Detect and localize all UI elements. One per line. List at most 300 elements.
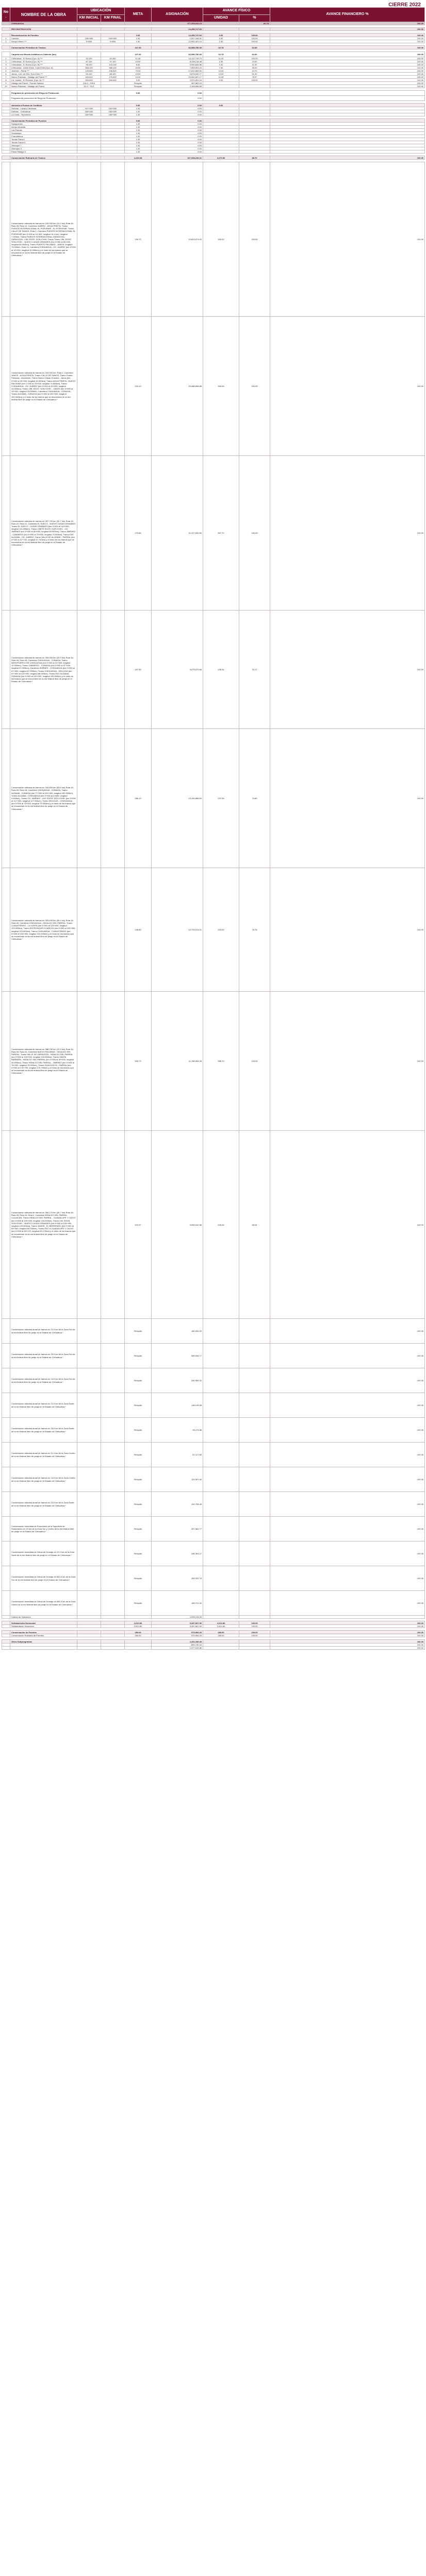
prog-meta: 0.00: [125, 91, 152, 96]
rec-group-meta: 2.00: [125, 33, 152, 37]
cell-km-inicial: [77, 1368, 101, 1393]
cell-km-inicial: [77, 611, 101, 729]
cell-nombre: Chihuahua - Limite Edos. Coah/Chih (Cpo. A): [10, 66, 77, 70]
rut-group-pct: 88.70: [239, 156, 270, 160]
rec-group-asignacion: 14,459,747.60: [152, 33, 203, 37]
col-no: No.: [2, 8, 10, 22]
puentes-group-meta: 9.00: [125, 119, 152, 123]
cell-nombre: Conservación rutinaria de tramos en 344.600 km (53.6 km) Ruta 16; Ruta 45; Ruta 16, Carretera CHIHUAHUA - OJINAGA, Tramo ALDAMA - OJINAGA (km 77+000 al 229+000, longitud 152.000km), Tramo ALDAMA - CHIHUAHUA (km 0+000 al 0+600, longitud 0.600km), Tramo CD. JIMÉNEZ - LIM. EDOS. DGO./CHIH. (km 0+000 al 117+000, longitud 117.000km), Tramo DELICIAS - CHIHUAHUA (km 0+000 al 75+000, longitud 75.000km) y el resto de los tramos que se encuentran en la red federal libre de peaje en el Estado de Chihuahua.*: [10, 729, 77, 868]
cell-meta: 1.00: [125, 123, 152, 126]
cell-nombre: Nuevo Palomas - Hidalgo del Parral: [10, 85, 77, 88]
cell-meta: 1.00: [125, 141, 152, 144]
cell-unidad: 229.00: [203, 868, 239, 992]
table-row: [2, 1541, 425, 1566]
cell-nombre: Conservación Rutinaria de Puentes: [10, 1634, 77, 1637]
table-row: [2, 317, 425, 456]
cell-meta: 11.40: [125, 57, 152, 60]
cell-unidad: [203, 1492, 239, 1517]
cell-nombre: Obenque II: [10, 147, 77, 150]
cons-group-pct: 64.40: [239, 46, 270, 49]
cell-financiero: 100.00: [270, 1640, 425, 1643]
cell-pct: 100.00: [239, 1634, 270, 1637]
chihuahua-pct: 89.78: [239, 22, 270, 25]
cons-sub-meta: 107.40: [125, 52, 152, 57]
col-unidad: UNIDAD: [203, 15, 239, 22]
cell-asignacion: 1,577,615.86: [152, 1647, 203, 1650]
rec-group-fin: 100.00: [270, 33, 425, 37]
cell-unidad: [203, 1344, 239, 1368]
cell-km-inicial: [77, 1344, 101, 1368]
cell-km-final: [101, 729, 125, 868]
cell-unidad: [203, 1467, 239, 1492]
cell-financiero: 100.00: [270, 1467, 425, 1492]
cell-financiero: 100.00: [270, 1492, 425, 1517]
cell-pct: 100.00: [239, 317, 270, 456]
cell-unidad: [203, 1640, 239, 1643]
cell-financiero: 100.00: [270, 1647, 425, 1650]
cell-km-inicial: [77, 1418, 101, 1443]
cell-km-inicial: 98.100: [77, 63, 101, 66]
cell-nombre: Delicias - Chihuahua: [10, 110, 77, 113]
cell-financiero: 100.00: [270, 57, 425, 60]
table-row: [2, 162, 425, 317]
cell-meta: 10.00: [125, 60, 152, 63]
cell-unidad: 2.30: [203, 60, 239, 63]
cell-meta: 1.00: [125, 40, 152, 43]
cell-pct: 100.00: [239, 1631, 270, 1634]
cell-asignacion: 0.00: [152, 135, 203, 138]
cell-unidad: 2,610.80: [203, 1625, 239, 1628]
cell-no: 6: [2, 73, 10, 76]
cell-km-inicial: 107+000: [77, 107, 101, 110]
cell-pct: [239, 1418, 270, 1443]
cell-unidad: 1.00: [203, 63, 239, 66]
cell-asignacion: 9,900,310.98: [152, 1131, 203, 1319]
cons-group-label: Conservación Periódica de Tramos: [10, 46, 77, 49]
cell-no: [2, 456, 10, 611]
cell-asignacion: 13,703,513.01: [152, 868, 203, 992]
aten-group-meta: 0.00: [125, 104, 152, 107]
cell-asignacion: 160,000.09: [152, 1319, 203, 1344]
cell-km-final: [101, 1443, 125, 1467]
col-ubicacion: UBICACIÓN: [77, 8, 125, 15]
cell-nombre: Arroyo Hierro ***: [10, 40, 77, 43]
cell-km-final: [101, 611, 125, 729]
cell-km-inicial: [77, 868, 101, 992]
cell-km-final: 165+000: [101, 113, 125, 116]
cell-nombre: Conservación rutinaria anual de tramos en 15.0 km de la Zona Sur de la red federal libre de peaje en el Estado de Chihuahua.*: [10, 1344, 77, 1368]
reconstruccion-label: RECONSTRUCCIÓN: [10, 28, 77, 31]
puentes-group-asignacion: 0.00: [152, 119, 203, 123]
cell-km-final: [101, 317, 125, 456]
table-row: [2, 1640, 425, 1643]
cell-km-final: [101, 1131, 125, 1319]
cell-financiero: 100.00: [270, 85, 425, 88]
cell-meta: 286.10: [125, 729, 152, 868]
cell-no: [2, 1368, 10, 1393]
cell-meta: 1.00: [125, 37, 152, 40]
cell-km-final: [101, 1344, 125, 1368]
cell-meta: 309.73: [125, 992, 152, 1131]
cell-asignacion: 17,812,869.50: [152, 70, 203, 73]
rut-group-label: Conservación Rutinaria de Tramos: [10, 156, 77, 160]
cell-meta: 1.00: [125, 150, 152, 154]
cell-meta: 1.00: [125, 132, 152, 135]
cell-financiero: 100.00: [270, 1344, 425, 1368]
cell-nombre: Otros Subprogramas: [10, 1640, 77, 1643]
cell-pct: 100.00: [239, 1621, 270, 1625]
cell-meta: 2,610.80: [125, 1625, 152, 1628]
cell-meta: Finiquito: [125, 85, 152, 88]
cell-nombre: Tomas Garza I: [10, 138, 77, 141]
cons-sub-asignacion: 82,989,780.39: [152, 52, 203, 57]
cell-asignacion: 20,062,897.17: [152, 76, 203, 79]
cell-meta: 280.00: [125, 1634, 152, 1637]
cell-nombre: Conservación Inmediata de Obras de Drenaje en 20.0 km de la Zona Norte de la red federal libre de peaje en el Estado de Chihuahua.*: [10, 1541, 77, 1566]
cell-no: [2, 317, 10, 456]
cell-pct: 100.00: [239, 79, 270, 82]
cell-unidad: 300.00: [203, 317, 239, 456]
cell-no: 1: [2, 57, 10, 60]
cell-asignacion: 87,417.65: [152, 1443, 203, 1467]
cell-pct: [239, 1443, 270, 1467]
prog-asignacion: 0.00: [152, 91, 203, 96]
chihuahua-asignacion: 377,055,044.15: [152, 22, 203, 25]
cell-no: [2, 162, 10, 317]
cell-asignacion: 11,198,984.26: [152, 992, 203, 1131]
cell-km-inicial: [77, 1467, 101, 1492]
cell-meta: Finiquito: [125, 1492, 152, 1517]
aten-group-label: Atención a Puntos de Conflicto: [10, 104, 77, 107]
cell-no: [2, 1541, 10, 1566]
table-row: [2, 1621, 425, 1625]
cell-km-inicial: [77, 1640, 101, 1643]
cell-meta: 1.00: [125, 147, 152, 150]
bottom-rows: [2, 1621, 425, 1650]
cons-group-asignacion: 82,989,780.39: [152, 46, 203, 49]
cell-no: [2, 1344, 10, 1368]
rutinaria-rows: [2, 162, 425, 1616]
cell-financiero: 100.00: [270, 66, 425, 70]
cons-sub-pct: 64.40: [239, 52, 270, 57]
cell-asignacion: 987,883.23: [152, 82, 203, 85]
cell-km-final: [101, 1492, 125, 1517]
cell-asignacion: 9,287,667.90: [152, 1625, 203, 1628]
cell-nombre: Señalamiento Horizontal: [10, 1625, 77, 1628]
cell-meta: 73.00: [125, 70, 152, 73]
cell-nombre: Arroyo Alcaldía: [10, 126, 77, 129]
cell-km-final: [101, 1517, 125, 1541]
table-row: [2, 729, 425, 868]
cell-meta: Finiquito: [125, 1393, 152, 1418]
cell-financiero: 100.00: [270, 162, 425, 317]
cell-nombre: Conservación rutinaria de tramos en 310.000 km; Ruta 2, Carretera JANOS - AGUA PRIETA, Tramo CALLE DE SANOS, Tramo Puerto Palomas - Ascensión, Tramo Nuevo Casas Grandes - Janos (km 0+000 al 40+000, longitud 40.000km), Tramo AGUA PRIETA - NUEVO PALOMAS (km 1+200 al 76+000, longitud 74.800km), Tramo CHIHUAHUA - CD. JUÁREZ (km 0+000 al 43+000, longitud 43.000km), Tramo LÍM. EDOS. SON./CHIH. - JANOS (km 0+000 al 15+000, longitud 15.000km), Carretera CHIHUAHUA - OJINAGA, Tramo ALDAMA - OJINAGA (km 0+000 al 151+000, longitud 151.000km) y el resto de los tramos que se encuentran en la red federal libre de peaje en el Estado de Chihuahua.*: [10, 317, 77, 456]
cell-nombre: Conservación rutinaria anual de tramos en 12.0 km de la Zona Norte de la red federal libre de peaje en el Estado de Chihuahua.*: [10, 1393, 77, 1418]
cell-km-final: [101, 1541, 125, 1566]
cell-km-inicial: [77, 1566, 101, 1591]
cell-km-final: 198.500: [101, 70, 125, 73]
cell-asignacion: 2,431,346.28: [152, 1640, 203, 1643]
cell-asignacion: 11,227,630.50: [152, 456, 203, 611]
cell-km-inicial: [77, 1393, 101, 1418]
cell-asignacion: 9,287,667.90: [152, 1621, 203, 1625]
prog-label: Programa de prevención de Riego de Protección: [10, 91, 77, 96]
cell-nombre: Nuevo Palomas - Hidalgo del Parral ***: [10, 76, 77, 79]
cell-meta: 1.00: [125, 107, 152, 110]
cell-asignacion: 3,990,849.88: [152, 63, 203, 66]
cell-pct: 13.70: [239, 70, 270, 73]
cell-meta: Finiquito: [125, 1344, 152, 1368]
cell-nombre: Conservación rutinaria anual de tramos en 14.0 km de la Zona Centro de la red federal libre de peaje en el Estado de Chihuahua.*: [10, 1467, 77, 1492]
cell-financiero: 100.00: [270, 1131, 425, 1319]
cell-no: [2, 1467, 10, 1492]
cell-asignacion: 973,906.26: [152, 1631, 203, 1634]
cell-unidad: [203, 1368, 239, 1393]
cell-meta: 2,610.80: [125, 1621, 152, 1625]
cell-meta: Finiquito: [125, 1517, 152, 1541]
cell-nombre: Conservación rutinaria de tramos en 329.400 km (55.4 km) Ruta 16; Ruta 45, Carretera CHIHUAHUA - HIDALGO DEL PARRAL, Tramo CUAUHTÉMOC - LA JUNTA (km 0+000 al 123+000, longitud 123.000km), Tramo ENTRONQUE A CARICHI (km 0+000 al 103+000, longitud 103.000km), Tramo CHIHUAHUA - CUAUHTÉMOC (km 0+000 al 103+400, longitud 103.400km) y el resto de los tramos que se encuentran en la red federal libre de peaje en el Estado de Chihuahua.*: [10, 868, 77, 992]
cell-unidad: 1.00: [203, 40, 239, 43]
cell-no: 9: [2, 82, 10, 85]
cell-no: 5: [2, 70, 10, 73]
cell-asignacion: 5,878,830.77: [152, 73, 203, 76]
cell-no: [2, 1443, 10, 1467]
row-programa-riego: [2, 91, 425, 96]
cell-asignacion: 0.00: [152, 129, 203, 132]
cell-asignacion: 0.00: [152, 132, 203, 135]
cell-meta: [125, 1647, 152, 1650]
cell-asignacion: 8,438,218.48: [152, 60, 203, 63]
cell-asignacion: 397,682.77: [152, 1517, 203, 1541]
cell-asignacion: 0.00: [152, 147, 203, 150]
cell-km-final: [101, 1393, 125, 1418]
cell-no: [2, 1393, 10, 1418]
cell-unidad: [203, 1393, 239, 1418]
cell-pct: [239, 1492, 270, 1517]
cell-km-final: [101, 456, 125, 611]
chihuahua-fin: 100.00: [270, 22, 425, 25]
cell-unidad: [203, 1443, 239, 1467]
cell-km-inicial: 125.500: [77, 70, 101, 73]
rut-group-asignacion: 107,058,236.01: [152, 156, 203, 160]
cell-km-final: [101, 868, 125, 992]
cell-pct: [239, 1541, 270, 1566]
cell-unidad: 307.70: [203, 456, 239, 611]
cell-pct: 23.00: [239, 60, 270, 63]
cell-financiero: 100.00: [270, 1418, 425, 1443]
cell-nombre: Conservación rutinaria anual de tramos en 11.0 km de la Zona Centro de la red federal libre de peaje en el Estado de Chihuahua.*: [10, 1443, 77, 1467]
cell-km-inicial: [77, 729, 101, 868]
cell-pct: [239, 1368, 270, 1393]
cell-no: 8: [2, 79, 10, 82]
cell-pct: [239, 1319, 270, 1344]
cell-unidad: 11.40: [203, 57, 239, 60]
col-km-inicial: KM INICIAL: [77, 15, 101, 22]
cell-financiero: 100.00: [270, 1541, 425, 1566]
cell-nombre: Conservación Inmediata de Fracciones de la Superficie de Rodamiento en 20 km de la Zona Sur y Centro de la red federal libre de peaje en el Estado de Chihuahua.*: [10, 1517, 77, 1541]
cell-unidad: 388.70: [203, 992, 239, 1131]
cell-km-final: [101, 162, 125, 317]
cell-km-inicial: [77, 1319, 101, 1344]
cell-km-inicial: [77, 1647, 101, 1650]
cell-km-final: [101, 992, 125, 1131]
cell-meta: Finiquito: [125, 1443, 152, 1467]
cell-asignacion: 124,597.46: [152, 1467, 203, 1492]
cell-km-final: 165+000: [101, 110, 125, 113]
cell-no: 2: [2, 40, 10, 43]
cell-unidad: 9.00: [203, 79, 239, 82]
cell-pct: 35.00: [239, 66, 270, 70]
cons-group-unidad: 62.78: [203, 46, 239, 49]
cell-pct: 75.17: [239, 611, 270, 729]
cell-meta: Finiquito: [125, 82, 152, 85]
cell-unidad: [203, 1566, 239, 1591]
cell-meta: Finiquito: [125, 1566, 152, 1591]
cell-meta: 1.00: [125, 126, 152, 129]
cell-financiero: 100.00: [270, 37, 425, 40]
cell-no: [2, 1647, 10, 1650]
cell-financiero: 100.00: [270, 868, 425, 992]
cell-asignacion: 0.00: [152, 123, 203, 126]
cell-pct: [239, 1517, 270, 1541]
cell-financiero: 100.00: [270, 611, 425, 729]
obras-table: [2, 7, 425, 1650]
cell-unidad: [203, 1591, 239, 1616]
cell-asignacion: 0.00: [152, 126, 203, 129]
cell-km-final: [101, 1566, 125, 1591]
cell-financiero: 100.00: [270, 63, 425, 66]
cell-pct: 100.00: [239, 162, 270, 317]
cell-pct: [239, 1647, 270, 1650]
cell-km-final: 152+000: [101, 107, 125, 110]
cell-km-final: [101, 1368, 125, 1393]
cell-km-inicial: [77, 162, 101, 317]
cell-meta: 1.00: [125, 144, 152, 147]
cell-nombre: Palos Hidalgo II: [10, 150, 77, 154]
cell-financiero: 100.00: [270, 729, 425, 868]
cell-financiero: 100.00: [270, 1319, 425, 1344]
cell-unidad: 236.34: [203, 611, 239, 729]
cell-no: 2: [2, 60, 10, 63]
cell-km-final: [101, 1591, 125, 1616]
cell-pct: 100.00: [239, 1625, 270, 1628]
cell-meta: 1.00: [125, 138, 152, 141]
cell-asignacion: 14,112,749.73: [152, 57, 203, 60]
aten-group-asignacion: 0.00: [152, 104, 203, 107]
cell-asignacion: 136,130.08: [152, 1393, 203, 1418]
cell-asignacion: 13,194,886.84: [152, 729, 203, 868]
cell-unidad: 10.00: [203, 70, 239, 73]
cell-meta: 280.00: [125, 1631, 152, 1634]
cell-financiero: 100.00: [270, 1393, 425, 1418]
cell-pct: 51.30: [239, 73, 270, 76]
cell-km-inicial: 32.100: [77, 57, 101, 60]
cell-pct: [239, 1640, 270, 1643]
cell-nombre: Janos - Lim. de Edo. Son./Chih.***: [10, 73, 77, 76]
aten-rows: [2, 107, 425, 116]
table-row: [2, 992, 425, 1131]
cell-financiero: 100.00: [270, 79, 425, 82]
table-row: [2, 611, 425, 729]
table-row: [2, 1131, 425, 1319]
cell-km-final: 88.100: [101, 73, 125, 76]
cell-asignacion: 2,971,601.24: [152, 79, 203, 82]
cell-meta: Finiquito: [125, 1541, 152, 1566]
cell-unidad: 11.08: [203, 76, 239, 79]
cell-no: 10: [2, 85, 10, 88]
cell-unidad: 300.00: [203, 162, 239, 317]
reconstruccion-asignacion: 14,459,747.60: [152, 28, 203, 31]
cell-unidad: 280.00: [203, 1631, 239, 1634]
cons-group-meta: 107.40: [125, 46, 152, 49]
cell-nombre: Conservación rutinaria de tramos en 364.170 km (35.7 km) Ruta 16; Ruta 45; Ruta 24; Ruta 2, Carretera HIDALGO DEL PARRAL - CULIACÁN, Tramo HIDALGO DEL PARRAL - GUADALUPE Y CALVO (km 0+000 al 120+000, longitud 120.000km), Tramo LÍM. EDOS. SON./CHIH. - NUEVO CASAS GRANDES (km 0+000 al 125+000, longitud 125.000km), Tramo JANOS - EL BERRENDO (km 0+000 al 60+000, longitud 60.000km), Tramo ENT. A GUADALUPE Y CALVO (km 0+000 al 59+170, longitud 59.170km) y el resto de los tramos que se encuentran en la red federal libre de peaje en el Estado de Chihuahua.*: [10, 1131, 77, 1319]
cell-meta: 1.00: [125, 110, 152, 113]
cell-nombre: Señalamiento Horizontal: [10, 1621, 77, 1625]
table-row: [2, 1344, 425, 1368]
cell-pct: 78.97: [239, 76, 270, 79]
cell-meta: 187.50: [125, 611, 152, 729]
cell-km-final: 103.100: [101, 63, 125, 66]
cell-km-final: 269.000: [101, 79, 125, 82]
table-row: [2, 456, 425, 611]
cell-pct: 100.00: [239, 992, 270, 1131]
gastos-label: Gastos de Operación: [10, 1616, 77, 1619]
cell-asignacion: 1,507,346.51: [152, 37, 203, 40]
cell-financiero: 100.00: [270, 1443, 425, 1467]
cell-no: [2, 611, 10, 729]
cell-km-inicial: 368.100: [77, 66, 101, 70]
col-avance-fisico: AVANCE FÍSICO: [203, 8, 270, 15]
cell-financiero: 100.00: [270, 317, 425, 456]
cell-asignacion: 589,946.77: [152, 1344, 203, 1368]
cons-sub-unidad: 62.78: [203, 52, 239, 57]
cell-km-inicial: [77, 1492, 101, 1517]
cell-km-final: 97.100: [101, 60, 125, 63]
cell-nombre: Conservación rutinaria anual de tramos en 14.0 km de la Zona Sur de la red federal libre de peaje en el Estado de Chihuahua.*: [10, 1368, 77, 1393]
cell-meta: 323.97: [125, 1131, 152, 1319]
cell-asignacion: 12,952,401.10: [152, 40, 203, 43]
cell-km-inicial: 165+000: [77, 110, 101, 113]
rec-group-unidad: 2.00: [203, 33, 239, 37]
cell-pct: [239, 1393, 270, 1418]
cell-meta: Finiquito: [125, 1319, 152, 1344]
cell-unidad: [203, 1418, 239, 1443]
cell-meta: 1.00: [125, 135, 152, 138]
col-asignacion: ASIGNACIÓN: [152, 8, 203, 22]
col-avance-financiero: AVANCE FINANCIERO %: [270, 8, 425, 22]
cell-unidad: [203, 1517, 239, 1541]
cell-no: [2, 1517, 10, 1541]
cell-nombre: Conservación rutinaria anual de tramos en 12.0 km de la Zona Sur de la red federal libre de peaje en el Estado de Chihuahua.*: [10, 1319, 77, 1344]
cell-nombre: Salsipuedes: [10, 123, 77, 126]
cell-financiero: 100.00: [270, 1517, 425, 1541]
cell-meta: 220.10: [125, 317, 152, 456]
cell-pct: [239, 1467, 270, 1492]
table-row: [2, 1368, 425, 1393]
table-row: [2, 1393, 425, 1418]
cell-financiero: 100.00: [270, 76, 425, 79]
cell-km-inicial: 9+800: [77, 40, 101, 43]
cell-km-inicial: 69.100: [77, 73, 101, 76]
cell-unidad: [203, 1541, 239, 1566]
cell-nombre: Cuauhtémoc: [10, 135, 77, 138]
cell-meta: Finiquito: [125, 1467, 152, 1492]
cell-no: 4: [2, 66, 10, 70]
rec-rows: [2, 37, 425, 43]
cell-km-inicial: 87.100: [77, 60, 101, 63]
cell-asignacion: 0.00: [152, 150, 203, 154]
cell-asignacion: 0.00: [152, 110, 203, 113]
